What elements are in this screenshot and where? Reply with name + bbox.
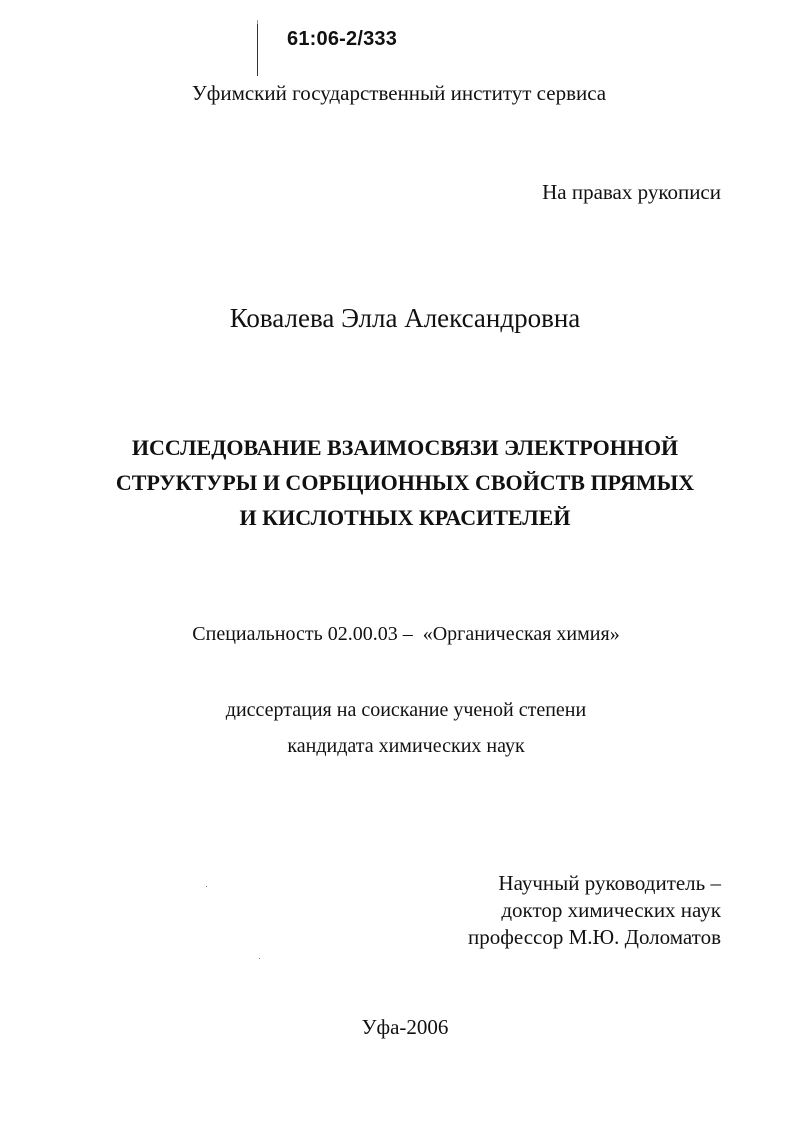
margin-line (257, 24, 258, 76)
archive-code: 61:06-2/333 (287, 28, 398, 50)
degree-statement (0, 692, 798, 764)
manuscript-note: На правах рукописи (542, 180, 721, 204)
institution-name: Уфимский государственный институт сервиса (191, 81, 607, 105)
degree-line: диссертация на соискание ученой степени (225, 699, 587, 721)
advisor-line: Научный руководитель – (498, 871, 721, 895)
scan-speck (259, 958, 260, 959)
author-name: Ковалева Элла Александровна (229, 303, 581, 333)
degree-line: кандидата химических наук (287, 735, 525, 757)
city-year: Уфа-2006 (361, 1015, 449, 1039)
specialty: Специальность 02.00.03 – «Органическая химия» (192, 623, 620, 645)
title-line: ИССЛЕДОВАНИЕ ВЗАИМОСВЯЗИ ЭЛЕКТРОННОЙ (131, 435, 679, 460)
title-line: СТРУКТУРЫ И СОРБЦИОННЫХ СВОЙСТВ ПРЯМЫХ (115, 470, 695, 495)
advisor-line: профессор М.Ю. Доломатов (468, 925, 721, 949)
title-line: И КИСЛОТНЫХ КРАСИТЕЛЕЙ (239, 505, 571, 530)
dissertation-title (0, 430, 798, 535)
scientific-advisor (468, 870, 721, 951)
advisor-line: доктор химических наук (501, 898, 721, 922)
scan-speck (206, 886, 207, 887)
